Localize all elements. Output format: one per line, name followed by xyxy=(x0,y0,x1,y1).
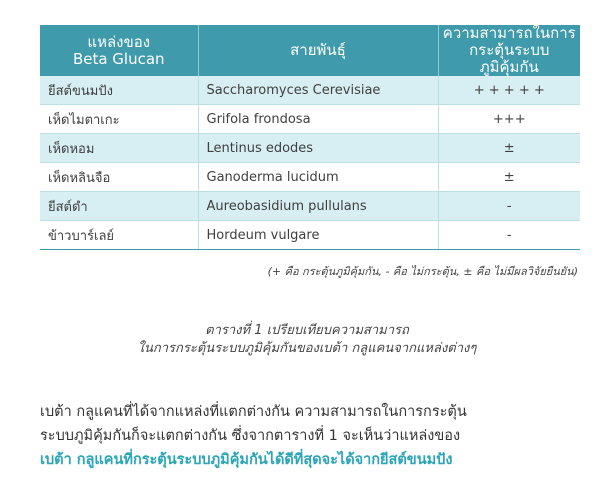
table-header-row xyxy=(40,25,580,76)
cell-source: เห็ดไมตาเกะ xyxy=(40,105,198,134)
header-strain xyxy=(198,25,438,76)
header-source-line1: แหล่งของ xyxy=(87,32,151,51)
table-row xyxy=(40,134,580,163)
caption-line1: ตารางที่ 1 เปรียบเทียบความสามารถ xyxy=(205,323,409,338)
header-source-line2: Beta Glucan xyxy=(72,49,165,68)
table-row xyxy=(40,192,580,221)
cell-source: เห็ดหอม xyxy=(40,134,198,163)
header-ability-line2: กระตุ้นระบบภูมิคุ้มกัน xyxy=(469,41,550,76)
cell-strain: Ganoderma lucidum xyxy=(198,163,438,192)
header-source xyxy=(40,25,198,76)
cell-rating: - xyxy=(438,192,580,221)
body-paragraph xyxy=(40,400,600,472)
cell-strain: Lentinus edodes xyxy=(198,134,438,163)
table-row xyxy=(40,105,580,134)
cell-rating: + + + + + xyxy=(438,76,580,105)
cell-strain: Saccharomyces Cerevisiae xyxy=(198,76,438,105)
cell-rating: - xyxy=(438,221,580,250)
table-row xyxy=(40,221,580,250)
table-legend: (+ คือ กระตุ้นภูมิคุ้มกัน, - คือ ไม่กระตุ้น, ± คือ ไม่มีผลวิจัยยืนยัน) xyxy=(267,265,578,278)
cell-source: ข้าวบาร์เลย์ xyxy=(40,221,198,250)
cell-source: ยีสต์ขนมปัง xyxy=(40,76,198,105)
table-caption xyxy=(0,322,614,358)
cell-rating: ± xyxy=(438,134,580,163)
paragraph-line2: ระบบภูมิคุ้มกันก็จะแตกต่างกัน ซึ่งจากตารางที่ 1 จะเห็นว่าแหล่งของ xyxy=(40,428,461,444)
caption-line2: ในการกระตุ้นระบบภูมิคุ้มกันของเบต้า กลูแคนจากแหล่งต่างๆ xyxy=(137,341,477,356)
header-immune-ability xyxy=(438,25,580,76)
cell-strain: Grifola frondosa xyxy=(198,105,438,134)
table-row xyxy=(40,163,580,192)
cell-strain: Hordeum vulgare xyxy=(198,221,438,250)
header-ability-line1: ความสามารถในการ xyxy=(442,24,576,42)
cell-source: ยีสต์ดำ xyxy=(40,192,198,221)
cell-source: เห็ดหลินจือ xyxy=(40,163,198,192)
cell-rating: +++ xyxy=(438,105,580,134)
paragraph-line1: เบต้า กลูแคนที่ได้จากแหล่งที่แตกต่างกัน ความสามารถในการกระตุ้น xyxy=(40,404,467,420)
table-row xyxy=(40,76,580,105)
paragraph-highlight: เบต้า กลูแคนที่กระตุ้นระบบภูมิคุ้มกันได้ดีที่สุดจะได้จากยีสต์ขนมปัง xyxy=(40,452,453,468)
cell-strain: Aureobasidium pullulans xyxy=(198,192,438,221)
beta-glucan-comparison-table xyxy=(40,25,580,250)
cell-rating: ± xyxy=(438,163,580,192)
header-strain-line1: สายพันธุ์ xyxy=(290,41,346,59)
